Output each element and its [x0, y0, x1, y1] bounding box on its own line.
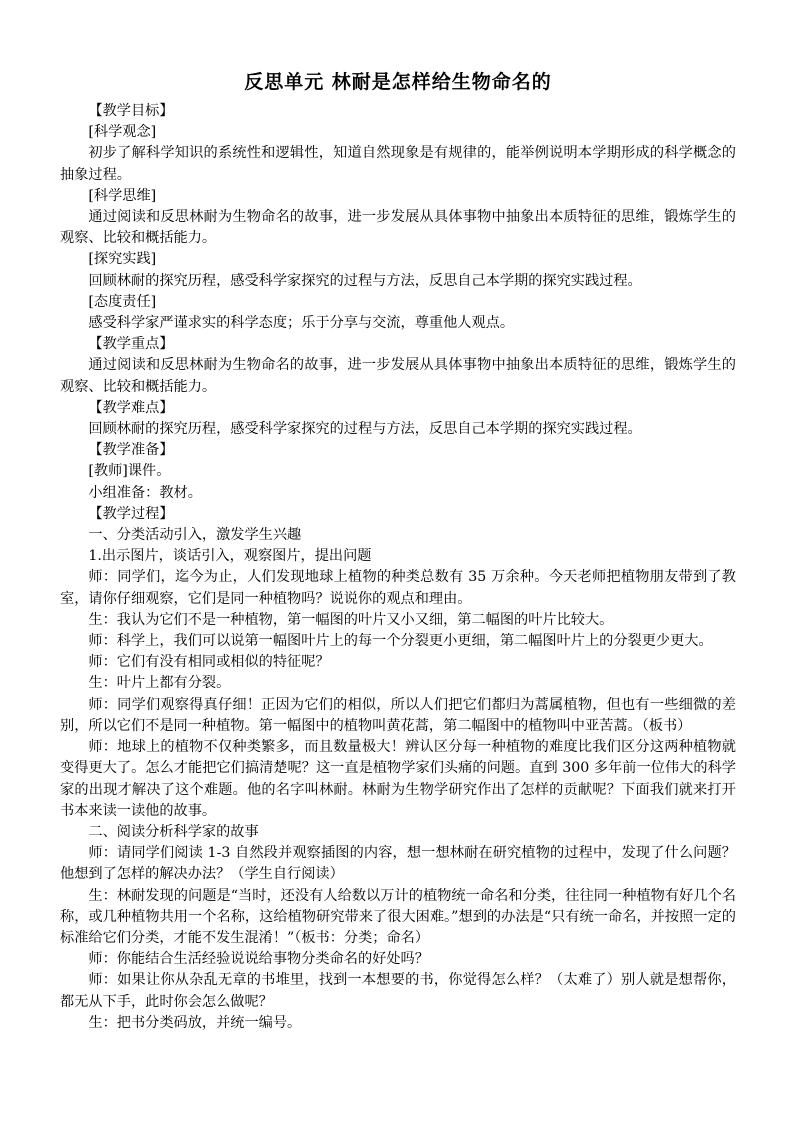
paragraph: 小组准备：教材。 — [88, 484, 202, 501]
paragraph: 师：你能结合生活经验说说给事物分类命名的好处吗？ — [88, 951, 429, 968]
section-heading-difficulties: 【教学难点】 — [88, 399, 174, 416]
subheading-science-concept: [科学观念] — [88, 124, 157, 141]
paragraph: 师：它们有没有相同或相似的特征呢？ — [88, 654, 330, 671]
subheading-science-thinking: [科学思维] — [88, 187, 157, 204]
paragraph: 回顾林耐的探究历程，感受科学家探究的过程与方法，反思自己本学期的探究实践过程。 — [88, 272, 642, 289]
paragraph: 生：把书分类码放，并统一编号。 — [88, 1014, 302, 1031]
paragraph: 师：请同学们阅读 1-3 自然段并观察插图的内容，想一想林耐在研究植物的过程中，发现了什么问题？他想到了怎样的解决办法？（学生自行阅读） — [60, 845, 736, 883]
paragraph: 初步了解科学知识的系统性和逻辑性，知道自然现象是有规律的，能举例说明本学期形成的科学概念的抽象过程。 — [60, 145, 736, 183]
paragraph: [教师]课件。 — [88, 463, 171, 480]
paragraph: 师：地球上的植物不仅种类繁多，而且数量极大！辨认区分每一种植物的难度比我们区分这两种植物就变得更大了。怎么才能把它们搞清楚呢？这一直是植物学家们头痛的问题。直到 300 多年前一位伟大的科学家的出现才解决了这个难题。他的名字叫林耐。林耐为生物学研究作出了怎样的贡献呢？下面我们就来打开书本来读一读他的故事。 — [60, 739, 736, 819]
subheading-inquiry-practice: [探究实践] — [88, 251, 157, 268]
paragraph: 师：同学们观察得真仔细！正因为它们的相似，所以人们把它们都归为蒿属植物，但也有一些细微的差别，所以它们不是同一种植物。第一幅图中的植物叫黄花蒿，第二幅图中的植物叫中亚苦蒿。（板书） — [60, 696, 736, 734]
paragraph: 师：如果让你从杂乱无章的书堆里，找到一本想要的书，你觉得怎么样？（太难了）别人就是想帮你，都无从下手，此时你会怎么做呢？ — [60, 972, 736, 1010]
paragraph: 生：林耐发现的问题是“当时，还没有人给数以万计的植物统一命名和分类，往往同一种植物有好几个名称，或几种植物共用一个名称，这给植物研究带来了很大困难。”想到的办法是“只有统一命名，并按照一定的标准给它们分类，才能不发生混淆！”（板书：分类；命名） — [60, 887, 736, 946]
paragraph: 感受科学家严谨求实的科学态度；乐于分享与交流，尊重他人观点。 — [88, 315, 515, 332]
step-heading: 二、阅读分析科学家的故事 — [88, 823, 259, 840]
paragraph: 生：我认为它们不是一种植物，第一幅图的叶片又小又细，第二幅图的叶片比较大。 — [88, 611, 614, 628]
section-heading-process: 【教学过程】 — [88, 505, 174, 522]
section-heading-objectives: 【教学目标】 — [88, 103, 174, 119]
step-heading: 一、分类活动引入，激发学生兴趣 — [88, 527, 302, 544]
section-heading-key-points: 【教学重点】 — [88, 336, 174, 353]
paragraph: 通过阅读和反思林耐为生物命名的故事，进一步发展从具体事物中抽象出本质特征的思维，锻炼学生的观察、比较和概括能力。 — [60, 209, 736, 247]
paragraph: 师：科学上，我们可以说第一幅图叶片上的每一个分裂更小更细，第二幅图叶片上的分裂更少更大。 — [88, 633, 713, 650]
paragraph: 师：同学们，迄今为止，人们发现地球上植物的种类总数有 35 万余种。今天老师把植物朋友带到了教室，请你仔细观察，它们是同一种植物吗？说说你的观点和理由。 — [60, 569, 736, 607]
page-title: 反思单元 林耐是怎样给生物命名的 — [244, 71, 552, 93]
document-body — [60, 101, 736, 1034]
section-heading-preparation: 【教学准备】 — [88, 442, 174, 459]
paragraph: 回顾林耐的探究历程，感受科学家探究的过程与方法，反思自己本学期的探究实践过程。 — [88, 421, 642, 438]
step-heading: 1.出示图片，谈话引入，观察图片，提出问题 — [88, 548, 372, 565]
subheading-attitude: [态度责任] — [88, 293, 157, 310]
document-page — [60, 68, 736, 1034]
paragraph: 生：叶片上都有分裂。 — [88, 675, 231, 692]
paragraph: 通过阅读和反思林耐为生物命名的故事，进一步发展从具体事物中抽象出本质特征的思维，锻炼学生的观察、比较和概括能力。 — [60, 357, 736, 395]
